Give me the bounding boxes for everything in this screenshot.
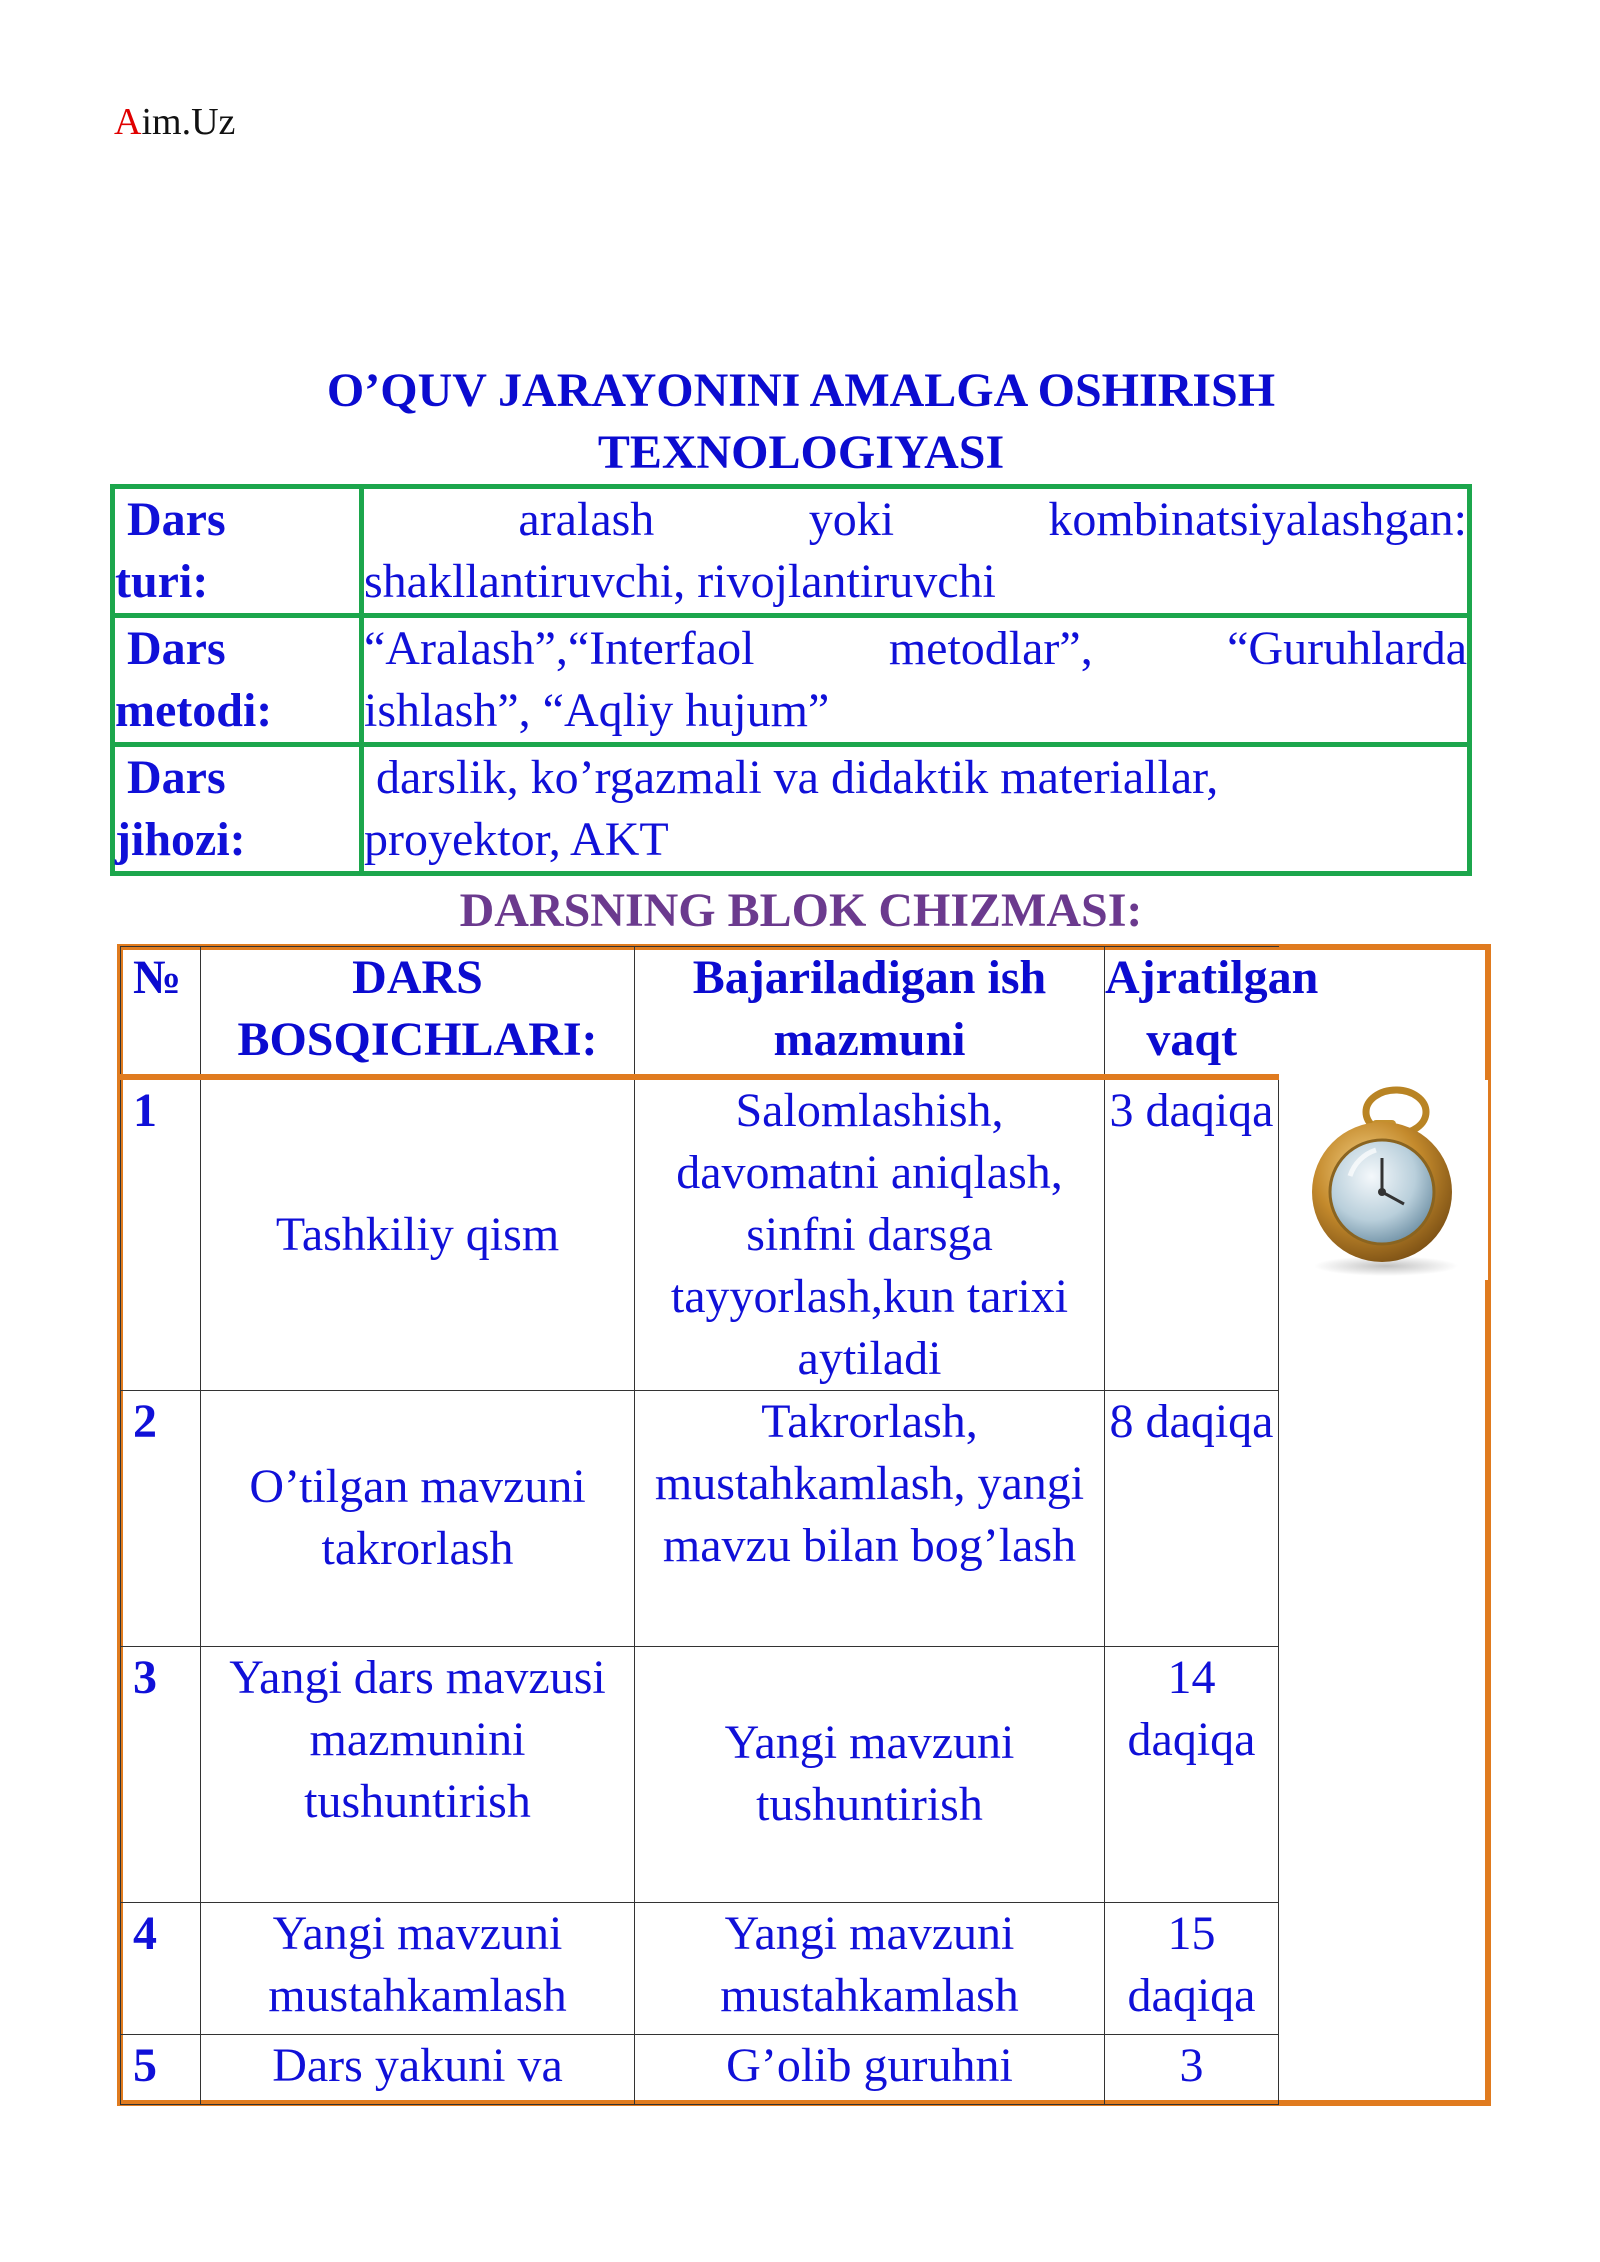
row-time: 14 daqiqa bbox=[1105, 1646, 1279, 1902]
row-time: 15 daqiqa bbox=[1105, 1902, 1279, 2034]
row-stage: O’tilgan mavzuni takrorlash bbox=[201, 1390, 635, 1646]
row-time: 3 daqiqa bbox=[1105, 1077, 1279, 1391]
row-content: Salomlashish, davomatni aniqlash, sinfni darsga tayyorlash,kun tarixi aytiladi bbox=[635, 1077, 1105, 1391]
header-content: Bajariladigan ish mazmuni bbox=[635, 947, 1105, 1077]
row-stage: Yangi mavzuni mustahkamlash bbox=[201, 1902, 635, 2034]
row-content: Yangi mavzuni tushuntirish bbox=[635, 1646, 1105, 1902]
header-time: Ajratilgan vaqt bbox=[1105, 947, 1279, 1077]
lesson-info-table bbox=[110, 484, 1472, 876]
page-title bbox=[112, 360, 1490, 484]
row-number: 1 bbox=[121, 1077, 201, 1391]
row-number: 5 bbox=[121, 2034, 201, 2104]
table-row bbox=[121, 1902, 1279, 2034]
row-content: Takrorlash, mustahkamlash, yangi mavzu bilan bog’lash bbox=[635, 1390, 1105, 1646]
pocket-watch-icon bbox=[1298, 1080, 1468, 1280]
lesson-equipment-label: Dars jihozi: bbox=[113, 745, 362, 874]
lesson-method-value: “Aralash”,“Interfaol metodlar”, “Guruhlarda ishlash”, “Aqliy hujum” bbox=[362, 616, 1470, 745]
row-stage: Dars yakuni va bbox=[201, 2034, 635, 2104]
lesson-type-label: Dars turi: bbox=[113, 487, 362, 616]
page-title-line-2: TEXNOLOGIYASI bbox=[597, 426, 1005, 479]
header-stages: DARS BOSQICHLARI: bbox=[201, 947, 635, 1077]
row-time: 8 daqiqa bbox=[1105, 1390, 1279, 1646]
table-row bbox=[121, 1390, 1279, 1646]
row-content: G’olib guruhni bbox=[635, 2034, 1105, 2104]
lesson-method-row bbox=[113, 616, 1470, 745]
row-stage: Tashkiliy qism bbox=[201, 1077, 635, 1391]
table-row bbox=[121, 2034, 1279, 2104]
lesson-type-value: aralash yoki kombinatsiyalashgan: shakllantiruvchi, rivojlantiruvchi bbox=[362, 487, 1470, 616]
lesson-method-label: Dars metodi: bbox=[113, 616, 362, 745]
row-stage: Yangi dars mavzusi mazmunini tushuntirish bbox=[201, 1646, 635, 1902]
table-header-row bbox=[121, 947, 1279, 1077]
row-number: 3 bbox=[121, 1646, 201, 1902]
row-content: Yangi mavzuni mustahkamlash bbox=[635, 1902, 1105, 2034]
page-title-line-1: O’QUV JARAYONINI AMALGA OSHIRISH bbox=[326, 364, 1276, 417]
lesson-type-row bbox=[113, 487, 1470, 616]
site-logo: Aim.Uz bbox=[114, 101, 236, 143]
lesson-equipment-row bbox=[113, 745, 1470, 874]
header-number: № bbox=[121, 947, 201, 1077]
row-number: 4 bbox=[121, 1902, 201, 2034]
lesson-plan-table bbox=[120, 946, 1319, 2105]
lesson-equipment-value: darslik, ko’rgazmali va didaktik materiallar, proyektor, AKT bbox=[362, 745, 1470, 874]
row-number: 2 bbox=[121, 1390, 201, 1646]
block-diagram-title: DARSNING BLOK CHIZMASI: bbox=[459, 884, 1143, 937]
row-time: 3 bbox=[1105, 2034, 1279, 2104]
table-row bbox=[121, 1646, 1279, 1902]
table-row bbox=[121, 1077, 1279, 1391]
